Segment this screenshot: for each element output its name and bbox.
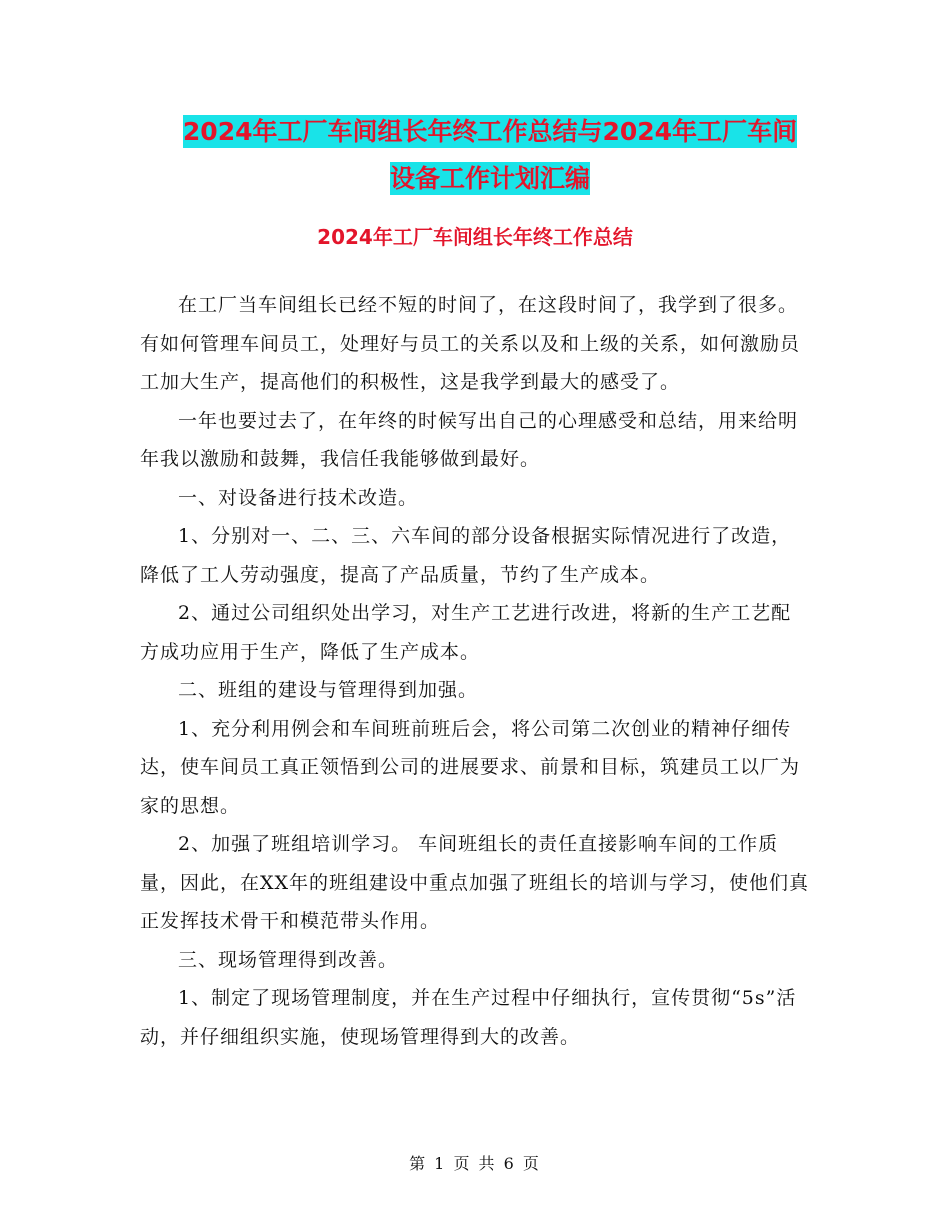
section-heading: 一、对设备进行技术改造。 (178, 486, 419, 509)
paragraph: 一年也要过去了，在年终的时候写出自己的心理感受和总结，用来给明年我以激励和鼓舞，我信任我能够做到最好。 (140, 409, 799, 470)
page-footer: 第 1 页 共 6 页 (409, 1154, 541, 1173)
document-title-line-1: 2024年工厂车间组长年终工作总结与2024年工厂车间 (182, 117, 798, 146)
paragraph: 在工厂当车间组长已经不短的时间了，在这段时间了，我学到了很多。有如何管理车间员工，处理好与员工的关系以及和上级的关系，如何激励员工加大生产，提高他们的积极性，这是我学到最大的感受了。 (140, 294, 801, 393)
paragraph: 1、制定了现场管理制度，并在生产过程中仔细执行，宣传贯彻“5s”活动，并仔细组织实施，使现场管理得到大的改善。 (140, 987, 797, 1048)
paragraph: 1、充分利用例会和车间班前班后会，将公司第二次创业的精神仔细传达，使车间员工真正领悟到公司的进展要求、前景和目标，筑建员工以厂为家的思想。 (140, 717, 801, 817)
document-title (120, 108, 860, 202)
section-title: 2024年工厂车间组长年终工作总结 (317, 225, 633, 249)
paragraph: 2、通过公司组织处出学习，对生产工艺进行改进，将新的生产工艺配方成功应用于生产，降低了生产成本。 (140, 602, 792, 663)
document-title-line-2: 设备工作计划汇编 (389, 164, 590, 193)
section-heading: 三、现场管理得到改善。 (178, 948, 399, 971)
section-heading: 二、班组的建设与管理得到加强。 (178, 679, 479, 701)
paragraph: 2、加强了班组培训学习。 车间班组长的责任直接影响车间的工作质量，因此，在XX年的班组建设中重点加强了班组长的培训与学习，使他们真正发挥技术骨干和模范带头作用。 (140, 833, 810, 932)
paragraph: 1、分别对一、二、三、六车间的部分设备根据实际情况进行了改造，降低了工人劳动强度，提高了产品质量，节约了生产成本。 (140, 525, 792, 586)
document-body (140, 286, 810, 1056)
